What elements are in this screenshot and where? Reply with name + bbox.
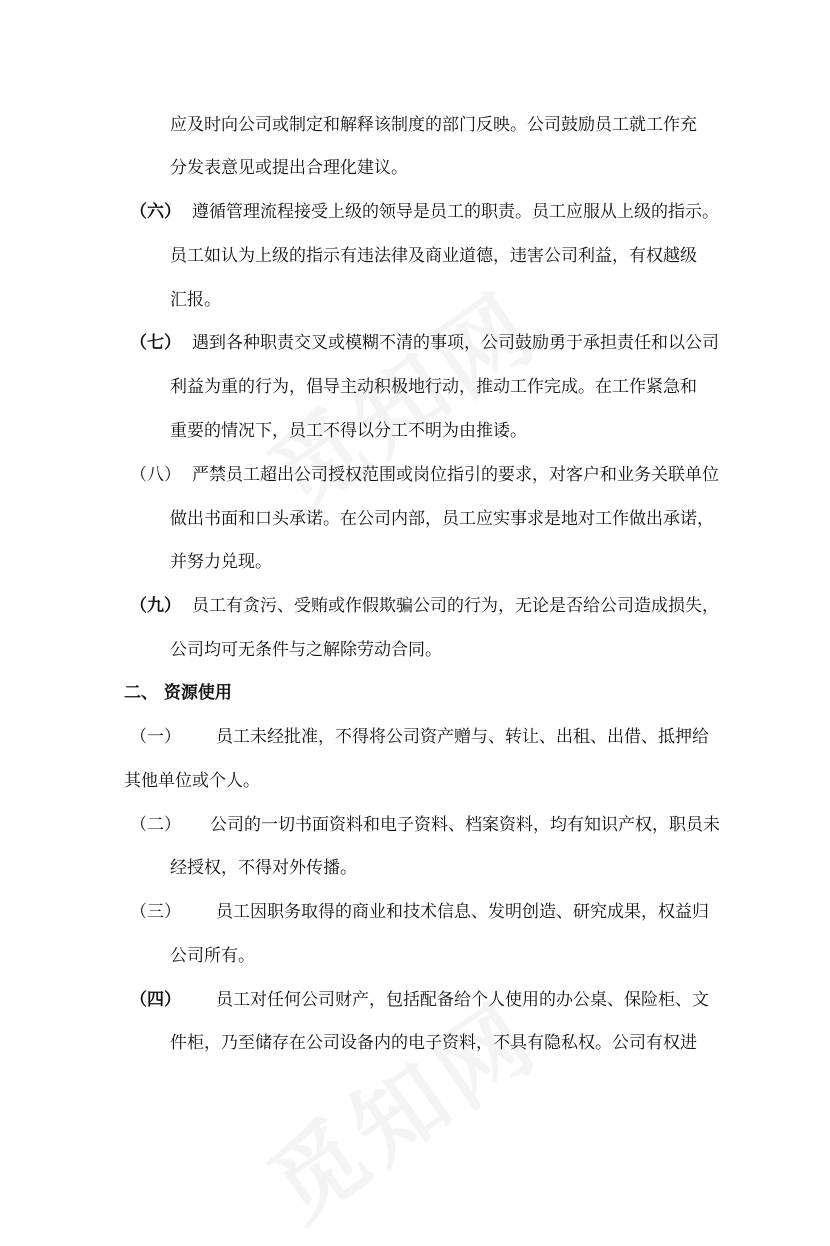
paragraph-line: 员工未经批准，不得将公司资产赠与、转让、出租、出借、抵押给 (216, 727, 709, 747)
paragraph-line: 应及时向公司或制定和解释该制度的部门反映。公司鼓励员工就工作充 (170, 115, 697, 135)
item-marker: （七） (130, 333, 181, 353)
paragraph-line: 汇报。 (170, 290, 221, 310)
paragraph-line: 员工有贪污、受贿或作假欺骗公司的行为，无论是否给公司造成损失， (192, 596, 719, 616)
paragraph-line: 分发表意见或提出合理化建议。 (170, 158, 408, 178)
item-marker: （六） (130, 202, 181, 222)
paragraph-line: 重要的情况下，员工不得以分工不明为由推诿。 (170, 421, 527, 441)
paragraph-line: 并努力兑现。 (170, 552, 272, 572)
item-marker: （三） (130, 902, 181, 922)
paragraph-line: 经授权，不得对外传播。 (170, 858, 357, 878)
paragraph-line: 公司所有。 (170, 946, 255, 966)
paragraph-line: 利益为重的行为，倡导主动积极地行动，推动工作完成。在工作紧急和 (170, 377, 697, 397)
section-heading: 二、 资源使用 (124, 683, 232, 703)
paragraph-line: 公司的一切书面资料和电子资料、档案资料，均有知识产权，职员未 (210, 815, 720, 835)
item-marker: （四） (130, 990, 181, 1010)
item-marker: （八） (130, 465, 181, 485)
paragraph-line: 做出书面和口头承诺。在公司内部，员工应实事求是地对工作做出承诺， (170, 509, 714, 529)
item-marker: （一） (130, 727, 181, 747)
paragraph-line: 员工对任何公司财产，包括配备给个人使用的办公桌、保险柜、文 (216, 990, 709, 1010)
paragraph-line: 严禁员工超出公司授权范围或岗位指引的要求，对客户和业务关联单位 (192, 465, 719, 485)
paragraph-line: 件柜，乃至储存在公司设备内的电子资料，不具有隐私权。公司有权进 (170, 1033, 697, 1053)
paragraph-line: 遵循管理流程接受上级的领导是员工的职责。员工应服从上级的指示。 (192, 202, 719, 222)
paragraph-line: 其他单位或个人。 (124, 771, 260, 791)
paragraph-line: 员工因职务取得的商业和技术信息、发明创造、研究成果，权益归 (216, 902, 709, 922)
item-marker: （二） (130, 815, 181, 835)
item-marker: （九） (130, 596, 181, 616)
paragraph-line: 遇到各种职责交叉或模糊不清的事项，公司鼓励勇于承担责任和以公司 (192, 333, 719, 353)
paragraph-line: 员工如认为上级的指示有违法律及商业道德，违害公司利益，有权越级 (170, 246, 697, 266)
paragraph-line: 公司均可无条件与之解除劳动合同。 (170, 640, 442, 660)
